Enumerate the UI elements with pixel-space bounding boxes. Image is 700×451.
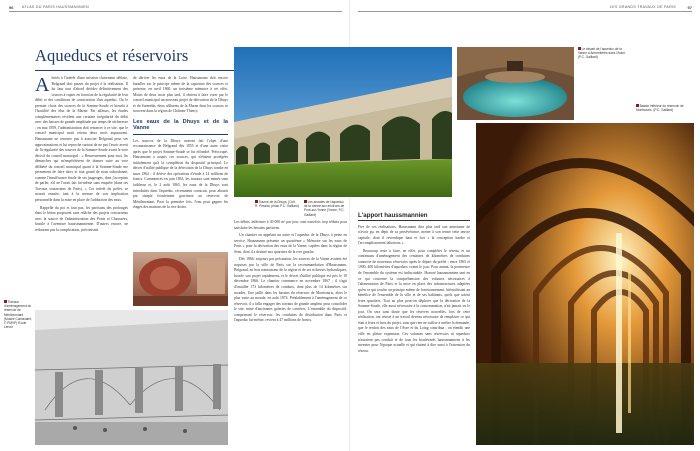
left-running-head: ATLAS DU PARIS HAUSSMANNIEN [22,5,89,9]
col1-paragraph-2: Rappelle du pot et faut pas, les partisans des prolongés dans le bâton proposent sans relâche des projets concurrents avec la source de l'administration des Ponts et Chaussées, hostile à l'aventure haussmannienne. D'autres encore, ne redoutent pas la complication, préconisent [35,205,128,232]
caption-engraving-text: Travaux d'aménagement du réservoir de Ménilmontant (Musée Carnavalet, © PMVP) Ecole Lenoir [4,300,32,330]
col3-paragraph-2: Un chantier en appelant un autre et l'aqueduc de la Dhuys à peine en service, Haussmann présente un quatrième « Mémoire sur les eaux de Paris » pour la dérivation des eaux de la Vanne, captées dans la région de Sens, dont il a destiné aux quartiers de la rive gauche. [234,233,347,254]
title-underline [35,70,245,71]
reservoir-wall-image [133,252,228,306]
photo-engraving-menilmontant [35,310,228,445]
caption-source-dhuys-text: Source de la Dhuys, (Coll. R. Pessiot, photo P.C. Gaillard) [255,200,299,209]
photo-aqueduct-arches [234,47,452,197]
caption-depart-aqueduc-text: Le départ de l'aqueduc de la Vanne à Armentières dans l'Aube. (P.C. Gaillard) [578,47,626,60]
drop-cap: A [35,76,50,96]
col3-paragraph-1: Les débits, inférieurs à 30 000 m³ par jour, sont toutefois trop réduits pour satisfaire les besoins parisiens. [234,220,347,230]
col2-paragraph-1: de dériver les eaux de la Loire. Haussmann doit encore batailler sur le principe même de la captation des sources et présente, en avril 1860, un troisième mémoire à cet effet. Moins de deux mois plus tard, il obtient à faire voter par le conseil municipal un nouveau projet de dérivation de la Dhuys et du Surmelin, deux affluents de la Marne dont les sources se trouvent dans la région de Château-Thierry. [133,76,228,114]
text-column-1 [35,76,128,302]
text-column-2 [133,76,228,246]
col4-paragraph-1: Fier de ces réalisations, Haussmann dira plus tard son amertume de n'avoir pu, en dépit de sa persévérance, mener à son terme cette œuvre capitale, dont il revendique haut et fort « la conception hardie et l'accomplissement laborieux ». [358,224,470,246]
col4-paragraph-2: Beaucoup reste à faire, en effet, pour compléter le réseau, et un continuum d'aménagement des centaines de kilomètres de conduites connecte de nouveaux réservoirs après le départ du préfet ; entre 1865 et 1900, 400 kilomètres d'aqueducs voient le jour. Pour autant, la pertinence de l'ensemble du système est indiscutable. Honoré haussmannien tant en ce qui concerne la compréhension des volumes nécessaires à l'alimentation de Paris et la mise en place des infrastructures adaptées qu'en ce qui touche au principe même de fonctionnement, hiérarchisant au bénéfice de l'ensemble de la ville et de ses habitants, quels que soient leurs quartiers. Tout au plus peut-on déplorer que la dérivation de la Somme-Soude, elle aussi nécessaire à la consommation, n'ait jamais vu le jour. On sera sans doute que les réserves nouvelles, lors de cette réalisation, ont résisté à un travail devenu nécessaire de remplacer ce qui était à leurs et hors du projet, sans que rien ne suffise à arrêter la demande, que le renfort des eaux de l'Avre et du Loing contribua ; on étendit une ville en pleine expansion. Ces volumes sans réservoirs ni aqueducs n'auraient pas conduit et de tous les boulevards haussmanniens à les inventer pour l'époque actuelle et qui étaient à dire aussi à l'extension du réseau. [358,248,470,353]
photo-reservoir-montsouris [476,123,694,445]
photo-basin-armentieres [457,47,574,120]
caption-bullet-icon [636,104,639,107]
caption-bullet-icon [578,47,581,50]
caption-arcades-vanne [304,200,348,217]
reservoir-vault-image [476,123,694,445]
caption-source-dhuys [255,200,299,208]
article-title: Aqueducs et réservoirs [35,46,189,65]
col2-paragraph-2: Les sources de la Dhuys avaient fait l'objet d'une reconnaissance de Belgrand dès 1855 et d'une autre visite après que le projet Somme-Soude se fut effondré. Préoccupé, Haussmann a acquis ces sources, qui n'étaient protégées initialement qu'à la complétion du dispositif principal. Le décret d'utilité publique de la dérivation de la Dhuys tombe en mars 1862 ; il dérive des opérations d'étude à 14 millions de francs. Commencés en juin 1863, les travaux sont menés sans faiblesse et, le 2 août 1865, les eaux de la Dhuys sont introduites dans l'aqueduc, récemment construit, pour aboutir par simple écoulement gravitaire au réservoir de Ménilmontant. Pour la première fois, l'eau peut gagner les étages des maisons de la rive droite. [133,138,228,210]
right-header-rule [358,11,692,12]
basin-image [457,47,574,120]
engraving-image [35,310,228,445]
left-page-number: 96 [9,5,14,10]
caption-bullet-icon [255,200,258,203]
col1-paragraph-1-text: lertés à l'intérêt d'une mission clairement définie, Belgrand doit passer du projet à la réalisation. Il lui faut tout d'abord décider définitivement des sources à capter en fonction de la régularité de leur débit et des conditions de construction d'un aqueduc. On le premier choix des sources de la Somme-Soude et bientôt à l'hostilité des élus de la Marne. Par ailleurs, les études complémentaires révèlent une certaine irrégularité du débit avec des baisses de grande amplitude par temps de sécheresse ; en mai 1859, l'administration doit renoncer à ce site, que le conseil municipal avait retenu deux mois auparavant. Haussmann ne renonce pas à associer Belgrand pour ses approximations et lui reproche surtout de ne pas l'avoir averti de l'irrégularité des sources de la Somme-Soude avant le vote décisif du conseil municipal : « Heureusement pour moi, les démarches qui m'empêchèrent de donner suite au vote délibéré du conseil municipal quant à la Somme-Soude me permettent de faire alors et tout grand de nous subordonné, comme l'insuffisance finale de ses jaugeages, dont j'acceptais de parler, n'il ne l'avait fait lui-même sans enquête (dans ses Travaux souterrains de Paris). » Cet intérêt du préfet, se nourrit ensuite, tant à la mesure de son implication personnelle dans la mise en place de l'adduction des eaux. [35,76,128,203]
text-column-3 [234,220,347,445]
section-heading-dhuys-vanne: Les eaux de la Dhuys et de la Vanne [133,118,228,132]
caption-bassin-montsouris-text: Bassin inférieur du réservoir de Montsouris. (P.C. Gaillard) [636,104,684,113]
section-heading-apport-rule [358,220,470,221]
caption-arcades-vanne-text: Les arcades de l'aqueduc de la Vanne aux environs de Pont-sur-Yonne (Yonne, P.C. Gaillard) [304,200,345,217]
section-heading-rule [133,134,228,135]
right-running-head: LES GRANDS TRAVAUX DE PARIS [609,5,676,9]
section-heading-apport: L'apport haussmannien [358,212,428,219]
caption-bassin-montsouris [636,104,686,112]
col1-paragraph-1 [35,76,128,204]
caption-bullet-icon [4,300,7,303]
text-column-4 [358,212,470,445]
photo-reservoir-wall [133,252,228,306]
caption-depart-aqueduc [578,47,628,60]
aqueduct-image [234,47,452,197]
right-page-number: 97 [687,5,692,10]
col3-paragraph-3: Dès 1866, toujours par précaution, les sources de la Vanne avaient été acquises par la ville de Paris sur la recommandation d'Haussmann. Belgrand, en bon connaisseur de la région et de ses richesses hydrauliques, boucle son projet rapidement, et le décret d'utilité publique est pris le 19 décembre 1866. Le chantier commence en novembre 1867 ; il s'agit d'installer 173 kilomètres de conduits, dont plus de 14 kilomètres sur arcades. Une jaillit dans les bassins du réservoir de Montsouris, alors le plus vaste au monde, en août 1874. Préalablement à l'aménagement de ce réservoir, il a fallu engager des travaux de grande ampleur pour consolider le site, miné d'anciennes galeries de carrières. L'ensemble du dispositif, comprenant le réservoir, les conduites de distribution dans Paris et l'aqueduc lui-même, revient à 47 millions de francs. [234,257,347,323]
caption-engraving [4,300,33,329]
caption-bullet-icon [304,200,307,203]
left-header-rule [9,11,342,12]
